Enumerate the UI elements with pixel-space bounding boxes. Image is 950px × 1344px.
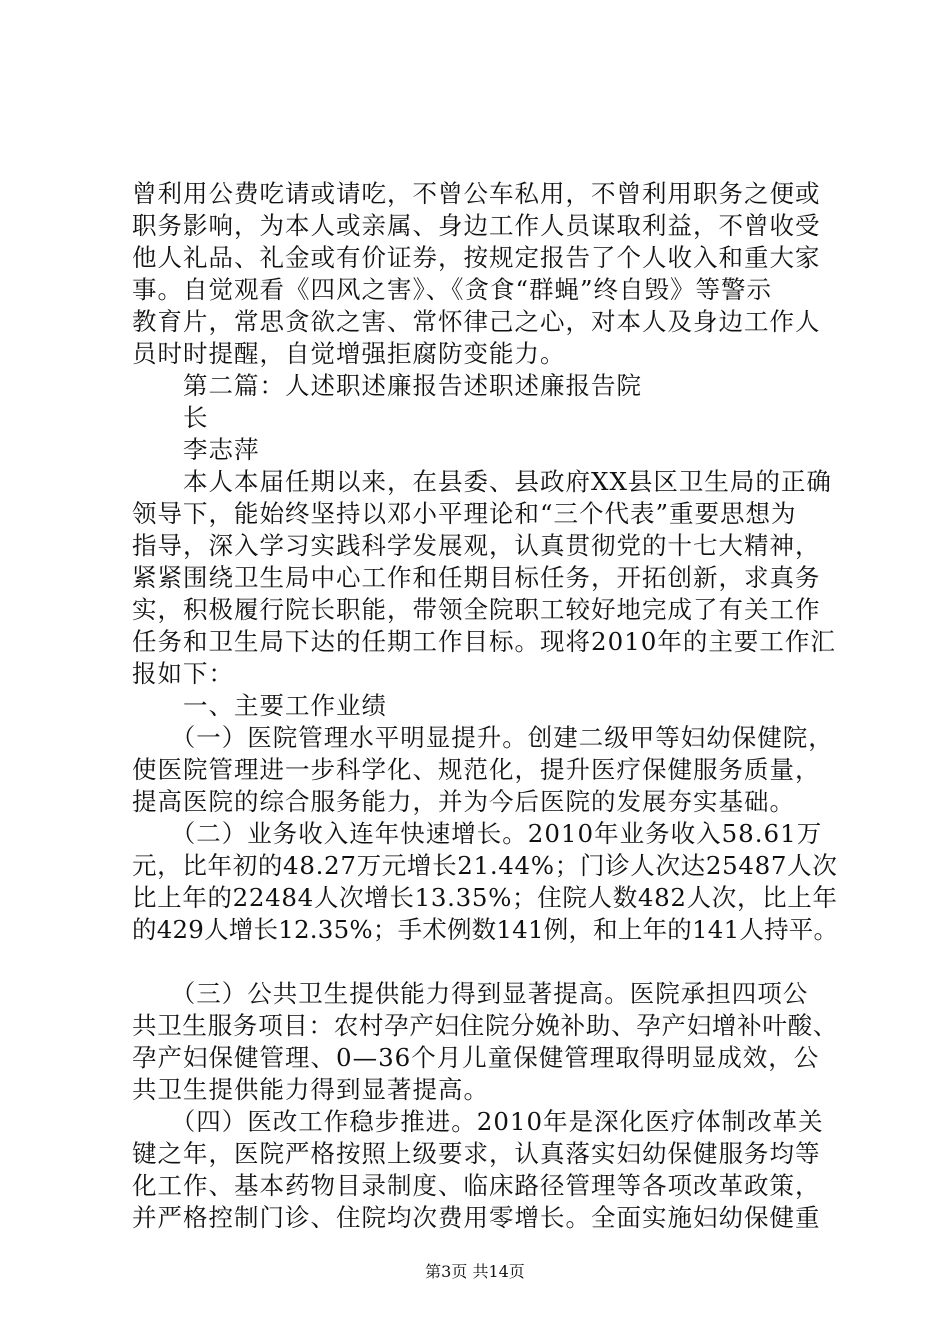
section-heading: 第二篇：人述职述廉报告述职述廉报告院 bbox=[132, 371, 642, 400]
section-heading-continued: 长 bbox=[132, 403, 209, 432]
text-line: 并严格控制门诊、住院均次费用零增长。全面实施妇幼保健重 bbox=[132, 1203, 821, 1232]
text-line: 他人礼品、礼金或有价证券，按规定报告了个人收入和重大家 bbox=[132, 243, 821, 272]
page-number-footer: 第3页 共14页 bbox=[425, 1262, 525, 1281]
text-line: 本人本届任期以来，在县委、县政府XX县区卫生局的正确 bbox=[132, 467, 832, 496]
text-line: （二）业务收入连年快速增长。2010年业务收入58.61万 bbox=[132, 819, 823, 848]
text-line: 事。自觉观看《四风之害》、《贪食“群蝇”终自毁》等警示 bbox=[132, 275, 773, 304]
text-line: 职务影响，为本人或亲属、身边工作人员谋取利益，不曾收受 bbox=[132, 211, 821, 240]
text-line: 比上年的22484人次增长13.35%；住院人数482人次，比上年 bbox=[132, 883, 838, 912]
text-line: 化工作、基本药物目录制度、临床路径管理等各项改革政策， bbox=[132, 1171, 821, 1200]
text-line: 员时时提醒，自觉增强拒腐防变能力。 bbox=[132, 339, 566, 368]
text-line: 的429人增长12.35%；手术例数141例，和上年的141人持平。 bbox=[132, 915, 839, 944]
text-line: 曾利用公费吃请或请吃，不曾公车私用，不曾利用职务之便或 bbox=[132, 179, 821, 208]
text-line: （四）医改工作稳步推进。2010年是深化医疗体制改革关 bbox=[132, 1107, 824, 1136]
text-line: 共卫生服务项目：农村孕产妇住院分娩补助、孕产妇增补叶酸、 bbox=[132, 1011, 838, 1040]
text-line: 使医院管理进一步科学化、规范化，提升医疗保健服务质量， bbox=[132, 755, 821, 784]
text-line: （三）公共卫生提供能力得到显著提高。医院承担四项公 bbox=[132, 979, 809, 1008]
text-line: 任务和卫生局下达的任期工作目标。现将2010年的主要工作汇 bbox=[132, 627, 836, 656]
text-line: 指导，深入学习实践科学发展观，认真贯彻党的十七大精神， bbox=[132, 531, 821, 560]
text-line: 共卫生提供能力得到显著提高。 bbox=[132, 1075, 489, 1104]
text-line: 领导下，能始终坚持以邓小平理论和“三个代表”重要思想为 bbox=[132, 499, 797, 528]
text-line: 教育片，常思贪欲之害、常怀律己之心，对本人及身边工作人 bbox=[132, 307, 821, 336]
author-name: 李志萍 bbox=[132, 435, 260, 464]
text-line: 键之年，医院严格按照上级要求，认真落实妇幼保健服务均等 bbox=[132, 1139, 821, 1168]
text-line: （一）医院管理水平明显提升。创建二级甲等妇幼保健院， bbox=[132, 723, 834, 752]
text-line: 紧紧围绕卫生局中心工作和任期目标任务，开拓创新，求真务 bbox=[132, 563, 821, 592]
text-line: 孕产妇保健管理、0—36个月儿童保健管理取得明显成效，公 bbox=[132, 1043, 820, 1072]
text-line: 报如下： bbox=[132, 659, 234, 688]
text-line: 实，积极履行院长职能，带领全院职工较好地完成了有关工作 bbox=[132, 595, 821, 624]
text-line: 提高医院的综合服务能力，并为今后医院的发展夯实基础。 bbox=[132, 787, 795, 816]
text-line: 元，比年初的48.27万元增长21.44%；门诊人次达25487人次 bbox=[132, 851, 838, 880]
subsection-heading: 一、主要工作业绩 bbox=[132, 691, 387, 720]
